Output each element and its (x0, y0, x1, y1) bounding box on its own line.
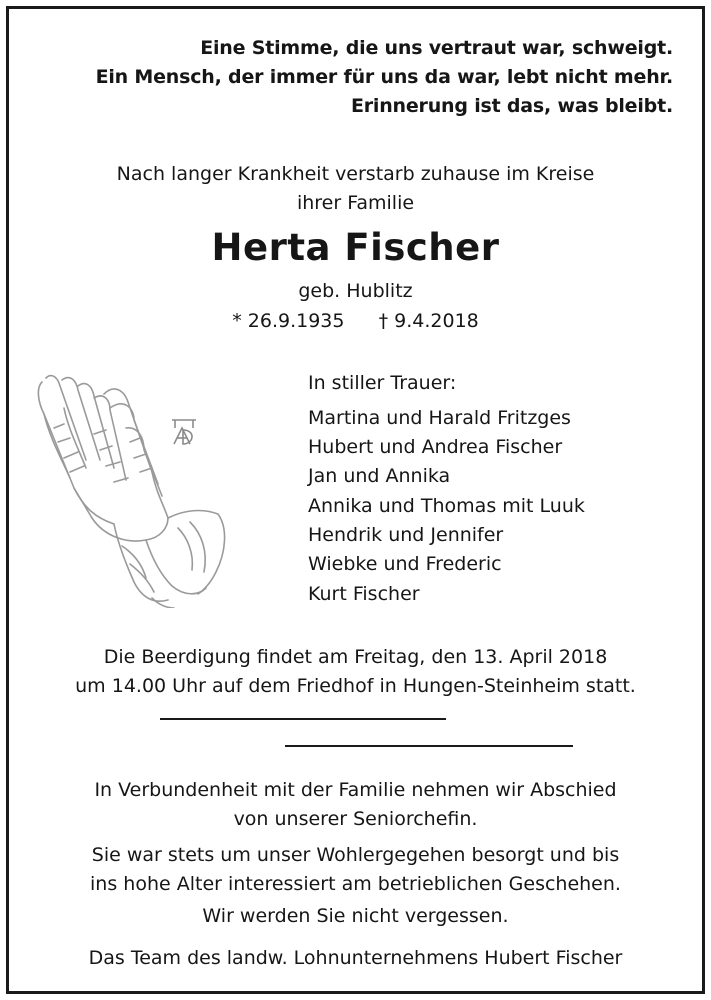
company-line-2: von unserer Seniorchefin. (233, 808, 478, 830)
divider-line (160, 718, 446, 720)
mourner-name: Wiebke und Frederic (308, 553, 502, 575)
mourners-heading: In stiller Trauer: (308, 372, 457, 394)
divider-line (285, 745, 573, 747)
poem-line-3: Erinnerung ist das, was bleibt. (350, 95, 673, 117)
deceased-name: Herta Fischer (211, 226, 500, 269)
maiden-name: geb. Hublitz (298, 280, 413, 302)
mourner-name: Jan und Annika (308, 465, 451, 487)
funeral-line-2: um 14.00 Uhr auf dem Friedhof in Hungen-Steinheim statt. (75, 675, 636, 697)
monogram-icon (172, 420, 196, 444)
intro-line-2: ihrer Familie (296, 192, 415, 214)
funeral-line-1: Die Beerdigung findet am Freitag, den 13. April 2018 (103, 646, 608, 668)
mourner-name: Annika und Thomas mit Luuk (308, 495, 585, 517)
poem-line-2: Ein Mensch, der immer für uns da war, lebt nicht mehr. (95, 66, 673, 88)
company-line-1: In Verbundenheit mit der Familie nehmen wir Abschied (94, 779, 617, 801)
company-line-3: Sie war stets um unser Wohlergegehen besorgt und bis (91, 844, 620, 866)
intro-line-1: Nach langer Krankheit verstarb zuhause im Kreise (116, 163, 595, 185)
company-signature: Das Team des landw. Lohnunternehmens Hubert Fischer (88, 947, 623, 969)
poem-line-1: Eine Stimme, die uns vertraut war, schweigt. (200, 37, 673, 59)
mourner-name: Hubert und Andrea Fischer (308, 436, 563, 458)
mourner-name: Kurt Fischer (308, 583, 420, 605)
life-dates (0, 307, 711, 335)
birth-date: * 26.9.1935 (232, 310, 345, 332)
mourner-name: Martina und Harald Fritzges (308, 407, 571, 429)
company-line-5: Wir werden Sie nicht vergessen. (202, 905, 509, 927)
death-date: † 9.4.2018 (378, 310, 479, 332)
mourner-name: Hendrik und Jennifer (308, 524, 504, 546)
company-line-4: ins hohe Alter interessiert am betrieblichen Geschehen. (90, 873, 621, 895)
praying-hands-icon (34, 368, 244, 608)
